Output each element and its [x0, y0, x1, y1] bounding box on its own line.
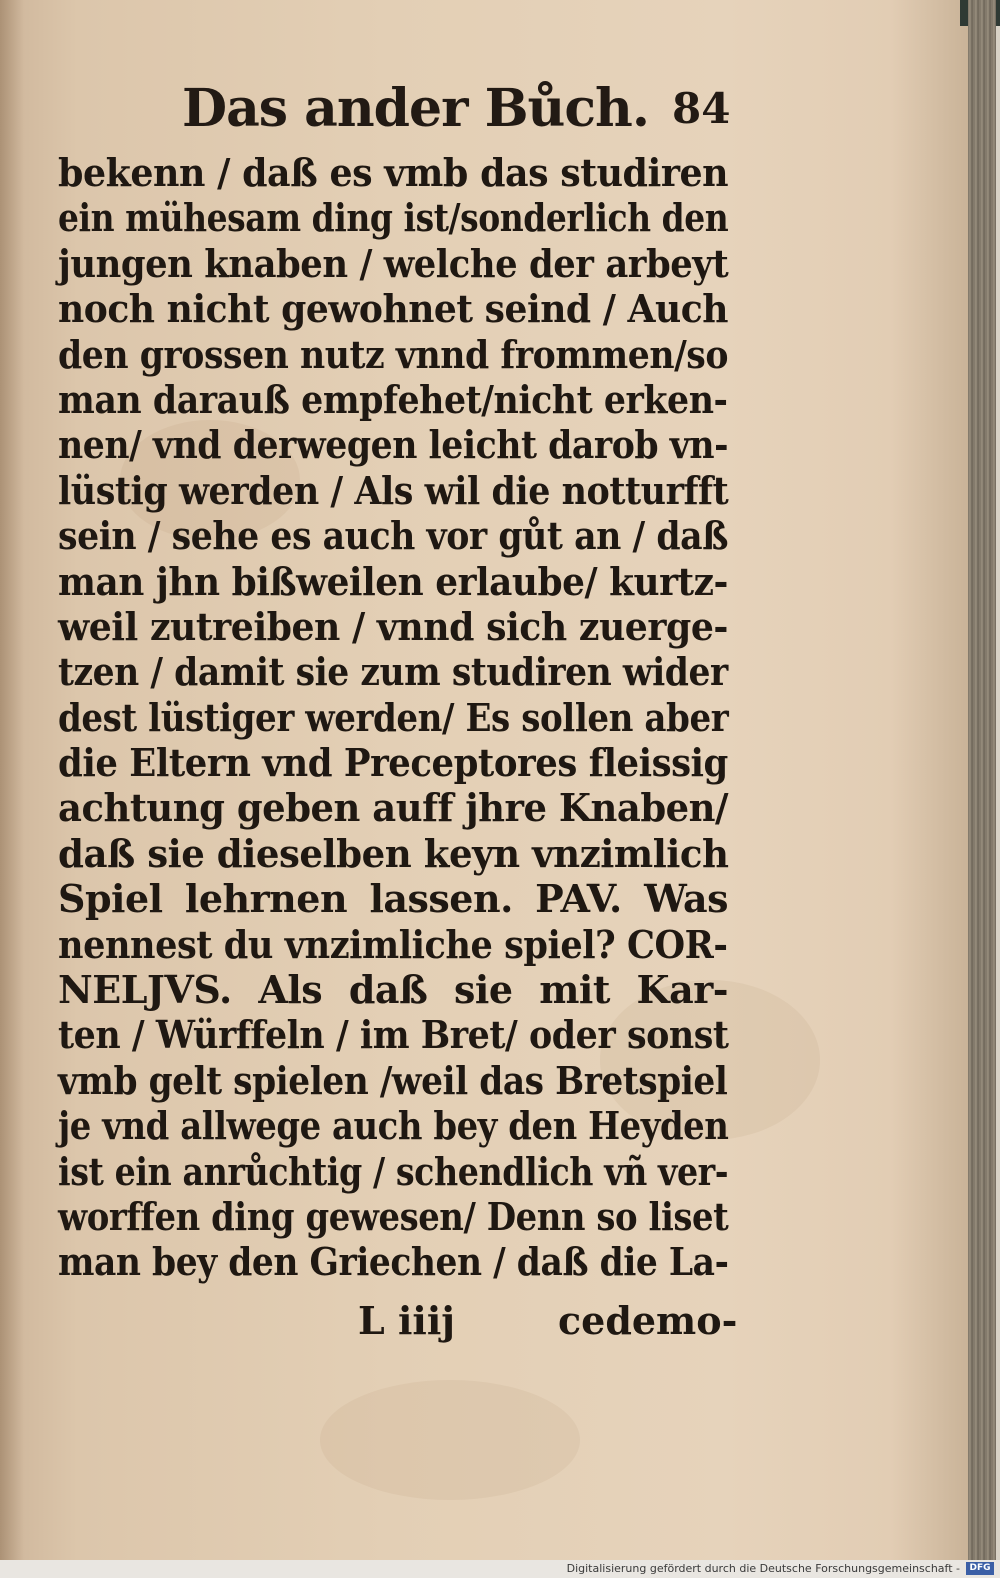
- page-number: 84: [672, 84, 731, 133]
- signature-mark: L iiij: [358, 1298, 456, 1343]
- text-line: nen/ vnd derwegen leicht darob vn-: [58, 422, 729, 468]
- text-line: weil zutreiben / vnnd sich zuerge-: [58, 603, 728, 649]
- paper-stain: [320, 1380, 580, 1500]
- text-line: dest lüstiger werden/ Es sollen aber: [58, 694, 729, 740]
- text-line: NELJVS. Als daß sie mit Kar-: [58, 967, 728, 1013]
- catchword: cedemo-: [558, 1298, 738, 1343]
- text-line: die Eltern vnd Preceptores fleissig: [58, 740, 728, 786]
- page-edges: [968, 0, 996, 1560]
- page-footer: [58, 1298, 738, 1346]
- text-line: sein / sehe es auch vor gůt an / daß: [58, 513, 729, 559]
- dfg-logo: DFG: [966, 1562, 994, 1575]
- page-header: [182, 78, 742, 148]
- credit-text: Digitalisierung gefördert durch die Deutsche Forschungsgemeinschaft -: [566, 1562, 960, 1575]
- text-line: noch nicht gewohnet seind / Auch: [58, 286, 729, 332]
- text-line: lüstig werden / Als wil die notturfft: [58, 467, 729, 513]
- text-line: vmb gelt spielen /weil das Bretspiel: [58, 1057, 728, 1103]
- text-line: jungen knaben / welche der arbeyt: [58, 240, 729, 286]
- running-title: Das ander Bůch.: [182, 78, 649, 139]
- text-line: tzen / damit sie zum studiren wider: [58, 649, 728, 695]
- text-line: nennest du vnzimliche spiel? COR-: [58, 921, 728, 967]
- body-text: [58, 150, 728, 1285]
- text-line: man jhn bißweilen erlaube/ kurtz-: [58, 558, 728, 604]
- text-line: ist ein anrůchtig / schendlich vñ ver-: [58, 1148, 729, 1194]
- text-line: ein mühesam ding ist/sonderlich den: [58, 195, 729, 241]
- text-line: den grossen nutz vnnd frommen/so: [58, 331, 729, 377]
- text-line: man darauß empfehet/nicht erken-: [58, 376, 728, 422]
- text-line: man bey den Griechen / daß die La-: [58, 1239, 729, 1285]
- gutter-shadow: [0, 0, 24, 1560]
- credit-bar: [0, 1560, 1000, 1578]
- text-line: je vnd allwege auch bey den Heyden: [58, 1103, 729, 1149]
- text-line: daß sie dieselben keyn vnzimlich: [58, 830, 729, 876]
- text-line: achtung geben auff jhre Knaben/: [58, 785, 729, 831]
- text-line: ten / Würffeln / im Bret/ oder sonst: [58, 1012, 729, 1058]
- text-line: Spiel lehrnen lassen. PAV. Was: [58, 876, 728, 922]
- text-line: worffen ding gewesen/ Denn so liset: [58, 1193, 729, 1239]
- text-line: bekenn / daß es vmb das studiren: [58, 150, 729, 195]
